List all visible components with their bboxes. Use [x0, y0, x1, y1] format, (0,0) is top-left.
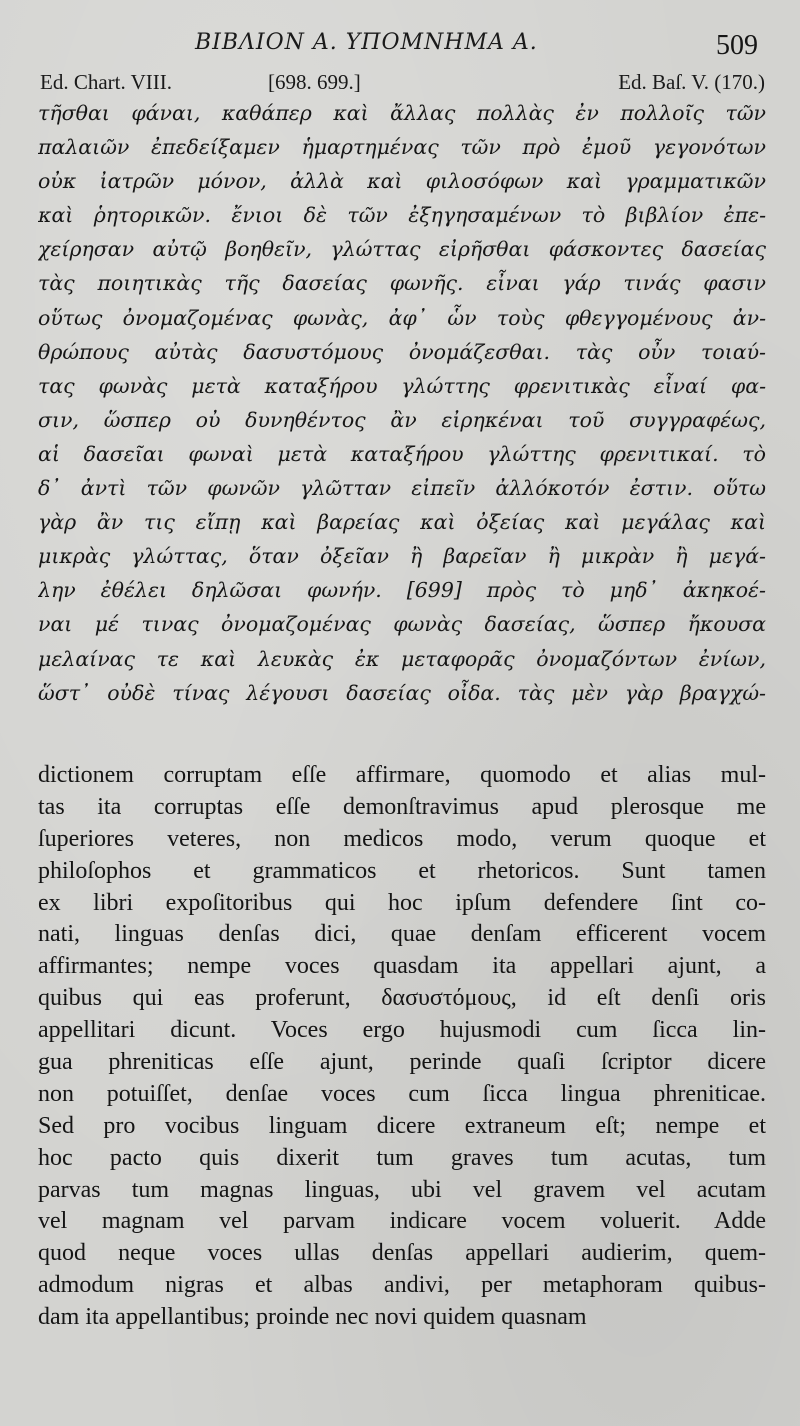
greek-text-line: τῆσθαι φάναι, καθάπερ καὶ ἄλλας πολλὰς ἐν πολλοῖς τῶν — [38, 101, 766, 125]
greek-text-line: καὶ ῥητορικῶν. ἔνιοι δὲ τῶν ἐξηγησαμένων τὸ βιβλίον ἐπε- — [38, 203, 766, 228]
greek-text-line: θρώπους αὐτὰς δασυστόμους ὀνομάζεσθαι. τὰς οὖν τοιαύ- — [38, 339, 766, 364]
latin-text-line: nati, linguas denſas dici, quae denſam efficerent vocem — [38, 921, 766, 948]
greek-text-line: γὰρ ἂν τις εἴπῃ καὶ βαρείας καὶ ὀξείας καὶ μεγάλας καὶ — [38, 510, 766, 535]
edition-chartier-ref: Ed. Chart. VIII. — [40, 70, 172, 94]
edition-page-refs: [698. 699.] — [268, 70, 361, 94]
latin-translation-block — [38, 760, 766, 1334]
latin-text-line: appellitari dicunt. Voces ergo hujusmodi cum ſicca lin- — [38, 1017, 766, 1044]
greek-text-line: ναι μέ τινας ὀνομαζομένας φωνὰς δασείας, ὥσπερ ἤκουσα — [38, 612, 766, 637]
greek-text-line: μικρὰς γλώττας, ὅταν ὀξεῖαν ἢ βαρεῖαν ἢ μικρὰν ἢ μεγά- — [38, 544, 766, 569]
latin-text-line: vel magnam vel parvam indicare vocem voluerit. Adde — [38, 1208, 766, 1235]
greek-text-line: χείρησαν αὐτῷ βοηθεῖν, γλώττας εἰρῆσθαι φάσκοντες δασείας — [38, 237, 766, 262]
latin-text-line: tas ita corruptas eſſe demonſtravimus apud plerosque me — [38, 793, 766, 820]
latin-text-line: ex libri expoſitoribus qui hoc ipſum defendere ſint co- — [38, 889, 766, 916]
greek-text-block — [38, 96, 766, 710]
latin-text-line: admodum nigras et albas andivi, per metaphoram quibus- — [38, 1272, 766, 1299]
latin-text-line: dictionem corruptam eſſe affirmare, quomodo et alias mul- — [38, 762, 766, 788]
greek-text-line: παλαιῶν ἐπεδείξαμεν ἡμαρτημένας τῶν πρὸ ἐμοῦ γεγονότων — [38, 135, 766, 160]
latin-text-line: quibus qui eas proferunt, δασυστόμους, id eſt denſi oris — [38, 985, 766, 1012]
latin-text-line: quod neque voces ullas denſas appellari audierim, quem- — [38, 1240, 766, 1267]
greek-text-line: ὥστ᾽ οὐδὲ τίνας λέγουσι δασείας οἶδα. τὰς μὲν γὰρ βραγχώ- — [38, 680, 766, 705]
latin-text-line: parvas tum magnas linguas, ubi vel gravem vel acutam — [38, 1176, 766, 1203]
greek-text-line: αἱ δασεῖαι φωναὶ μετὰ καταξήρου γλώττης φρενιτικαί. τὸ — [38, 441, 766, 466]
latin-text-line: philoſophos et grammaticos et rhetoricos. Sunt tamen — [38, 857, 766, 884]
greek-text-line: μελαίνας τε καὶ λευκὰς ἐκ μεταφορᾶς ὀνομαζόντων ἐνίων, — [38, 646, 766, 671]
greek-text-line: οὐκ ἰατρῶν μόνον, ἀλλὰ καὶ φιλοσόφων καὶ γραμματικῶν — [38, 169, 766, 194]
page-number: 509 — [716, 30, 758, 61]
latin-text-line: non potuiſſet, denſae voces cum ſicca lingua phreniticae. — [38, 1080, 766, 1107]
latin-text-line: hoc pacto quis dixerit tum graves tum acutas, tum — [38, 1144, 766, 1171]
running-head: ΒΙΒΛΙΟΝ Α. ΥΠΟΜΝΗΜΑ Α. — [195, 30, 538, 55]
latin-text-line: ſuperiores veteres, non medicos modo, verum quoque et — [38, 825, 766, 852]
greek-text-line: τας φωνὰς μετὰ καταξήρου γλώττης φρενιτικὰς εἶναί φα- — [38, 373, 766, 398]
latin-text-line: Sed pro vocibus linguam dicere extraneum eſt; nempe et — [38, 1112, 766, 1139]
latin-text-line: affirmantes; nempe voces quasdam ita appellari ajunt, a — [38, 953, 766, 980]
latin-text-line: gua phreniticas eſſe ajunt, perinde quaſi ſcriptor dicere — [38, 1049, 766, 1076]
edition-basel-ref: Ed. Baſ. V. (170.) — [618, 70, 765, 94]
latin-text-line: dam ita appellantibus; proinde nec novi quidem quasnam — [38, 1304, 587, 1331]
greek-text-line: οὕτως ὀνομαζομένας φωνὰς, ἀφ᾽ ὧν τοὺς φθεγγομένους ἀν- — [38, 305, 766, 330]
greek-text-line: τὰς ποιητικὰς τῆς δασείας φωνῆς. εἶναι γάρ τινάς φασιν — [38, 271, 766, 296]
greek-text-line: δ᾽ ἀντὶ τῶν φωνῶν γλῶτταν εἰπεῖν ἀλλόκοτόν ἐστιν. οὕτω — [38, 476, 766, 501]
greek-text-line: λην ἐθέλει δηλῶσαι φωνήν. [699] πρὸς τὸ μηδ᾽ ἀκηκοέ- — [38, 578, 766, 603]
greek-text-line: σιν, ὥσπερ οὐ δυνηθέντος ἂν εἰρηκέναι τοῦ συγγραφέως, — [38, 407, 766, 432]
